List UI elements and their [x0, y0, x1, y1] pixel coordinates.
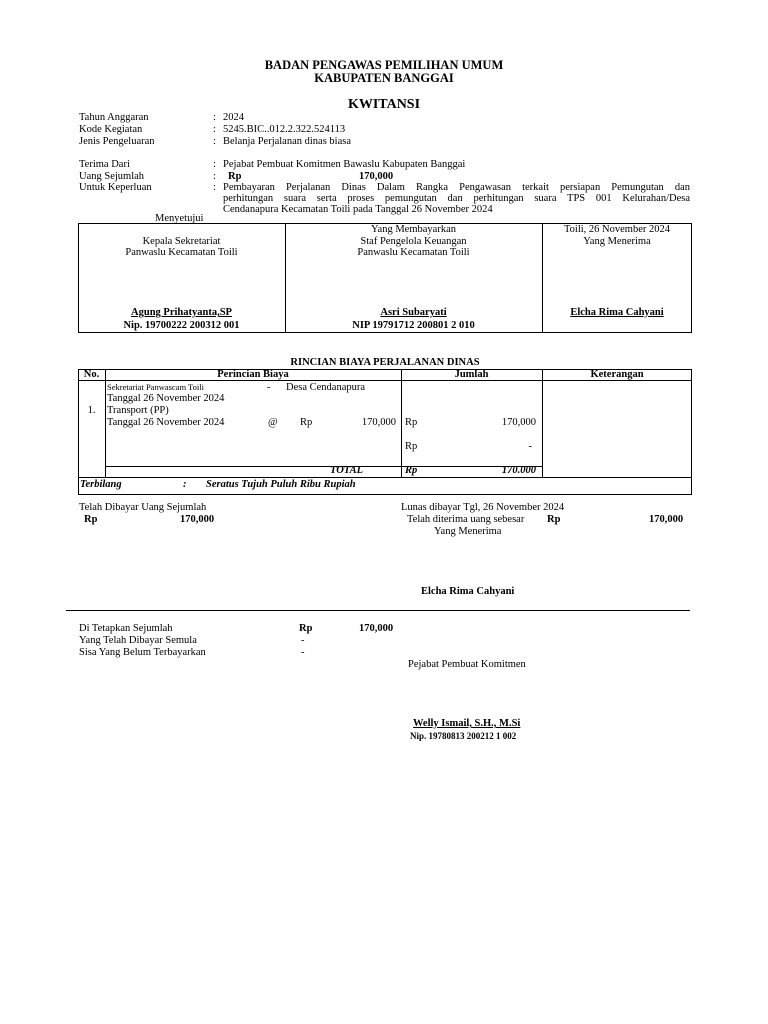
header-amount: Jumlah: [454, 369, 489, 380]
header-item: Perincian Biaya: [217, 369, 289, 380]
receiver-label: Yang Menerima: [434, 526, 502, 537]
unit-currency: Rp: [300, 417, 313, 428]
purpose-line2: perhitungan suara serta proses pemungutan dan perhitungan suara TPS 001 Kelurahan/Desa: [223, 193, 690, 204]
set-value: 170,000: [359, 623, 394, 634]
doc-title: KWITANSI: [347, 97, 421, 112]
settled-label: Lunas dibayar Tgl, 26 November 2024: [401, 502, 565, 513]
org-region: KABUPATEN BANGGAI: [314, 71, 454, 85]
receiver-name: Elcha Rima Cahyani: [421, 586, 515, 597]
amount-currency: Rp: [228, 171, 242, 182]
sig1-role2: Panwaslu Kecamatan Toili: [125, 247, 238, 258]
details-title: RINCIAN BIAYA PERJALANAN DINAS: [290, 357, 480, 368]
amount-sep: :: [213, 171, 216, 182]
amount1-value: 170,000: [501, 417, 536, 428]
info-label-code: Kode Kegiatan: [79, 124, 143, 135]
info-value-type: Belanja Perjalanan dinas biasa: [223, 136, 351, 147]
sig1-name: Agung Prihatyanta,SP: [131, 307, 232, 318]
set-label: Di Tetapkan Sejumlah: [79, 623, 173, 634]
total-currency: Rp: [405, 465, 418, 476]
info-sep: :: [213, 136, 216, 147]
from-label: Terima Dari: [79, 159, 130, 170]
info-sep: :: [213, 124, 216, 135]
purpose-line3: Cendanapura Kecamatan Toili pada Tanggal 26 November 2024: [223, 204, 493, 215]
officer-role: Pejabat Pembuat Komitmen: [408, 659, 526, 670]
route-to: Desa Cendanapura: [286, 382, 366, 393]
total-value: 170.000: [501, 465, 536, 476]
sig3-role1: Yang Menerima: [583, 236, 651, 247]
amount1-currency: Rp: [405, 417, 418, 428]
sig2-role1: Staf Pengelola Keuangan: [360, 236, 467, 247]
terbilang-value: Seratus Tujuh Puluh Ribu Rupiah: [206, 479, 356, 490]
sig2-name: Asri Subaryati: [380, 307, 447, 318]
table-header-line: [78, 380, 692, 381]
purpose-sep: :: [213, 182, 216, 193]
sig2-role0: Yang Membayarkan: [371, 224, 456, 235]
amount-value: 170,000: [359, 171, 394, 182]
transport-label: Transport (PP): [107, 405, 169, 416]
row-no: 1.: [87, 405, 96, 416]
officer-nip: Nip. 19780813 200212 1 002: [410, 731, 517, 741]
sig1-role1: Kepala Sekretariat: [142, 236, 221, 247]
amount2-value: -: [528, 441, 532, 452]
section-divider: [66, 610, 690, 611]
paid-label: Telah Dibayar Uang Sejumlah: [79, 502, 207, 513]
sig3-name: Elcha Rima Cahyani: [570, 307, 664, 318]
from-sep: :: [213, 159, 216, 170]
paid-currency: Rp: [84, 514, 98, 525]
paid-before-value: -: [301, 635, 305, 646]
received-value: 170,000: [649, 514, 684, 525]
sig2-role2: Panwaslu Kecamatan Toili: [357, 247, 470, 258]
set-currency: Rp: [299, 623, 313, 634]
sig3-date: Toili, 26 November 2024: [564, 224, 670, 235]
paid-value: 170,000: [180, 514, 215, 525]
col-divider: [401, 369, 402, 477]
table-total-line: [78, 477, 692, 478]
received-label: Telah diterima uang sebesar: [407, 514, 525, 525]
header-note: Keterangan: [590, 369, 644, 380]
col-divider: [105, 369, 106, 477]
info-value-year: 2024: [223, 112, 244, 123]
sig1-nip: Nip. 19700222 200312 001: [123, 320, 240, 331]
org-name: BADAN PENGAWAS PEMILIHAN UMUM: [264, 58, 504, 72]
approved-label: Menyetujui: [155, 213, 204, 224]
col-divider: [542, 369, 543, 477]
amount-label: Uang Sejumlah: [79, 171, 145, 182]
info-label-year: Tahun Anggaran: [79, 112, 149, 123]
officer-name: Welly Ismail, S.H., M.Si: [413, 718, 521, 729]
info-value-code: 5245.BIC..012.2.322.524113: [223, 124, 346, 135]
paid-before-label: Yang Telah Dibayar Semula: [79, 635, 197, 646]
from-value: Pejabat Pembuat Komitmen Bawaslu Kabupaten Banggai: [223, 159, 466, 170]
terbilang-sep: :: [183, 479, 187, 490]
info-label-type: Jenis Pengeluaran: [79, 136, 155, 147]
header-no: No.: [83, 369, 100, 380]
trip-date: Tanggal 26 November 2024: [107, 393, 225, 404]
info-sep: :: [213, 112, 216, 123]
route-dash: -: [267, 382, 271, 393]
unit-value: 170,000: [361, 417, 396, 428]
remaining-label: Sisa Yang Belum Terbayarkan: [79, 647, 206, 658]
purpose-line1: Pembayaran Perjalanan Dinas Dalam Rangka Pengawasan terkait persiapan Pemungutan dan: [223, 182, 690, 193]
received-currency: Rp: [547, 514, 561, 525]
route-from: Sekretariat Panwascam Toili: [107, 382, 204, 392]
remaining-value: -: [301, 647, 305, 658]
transport-date: Tanggal 26 November 2024: [107, 417, 225, 428]
terbilang-label: Terbilang: [80, 479, 122, 490]
sig2-nip: NIP 19791712 200801 2 010: [352, 320, 475, 331]
at-sign: @: [268, 417, 278, 428]
amount2-currency: Rp: [405, 441, 418, 452]
total-label: TOTAL: [330, 465, 364, 476]
purpose-label: Untuk Keperluan: [79, 182, 152, 193]
